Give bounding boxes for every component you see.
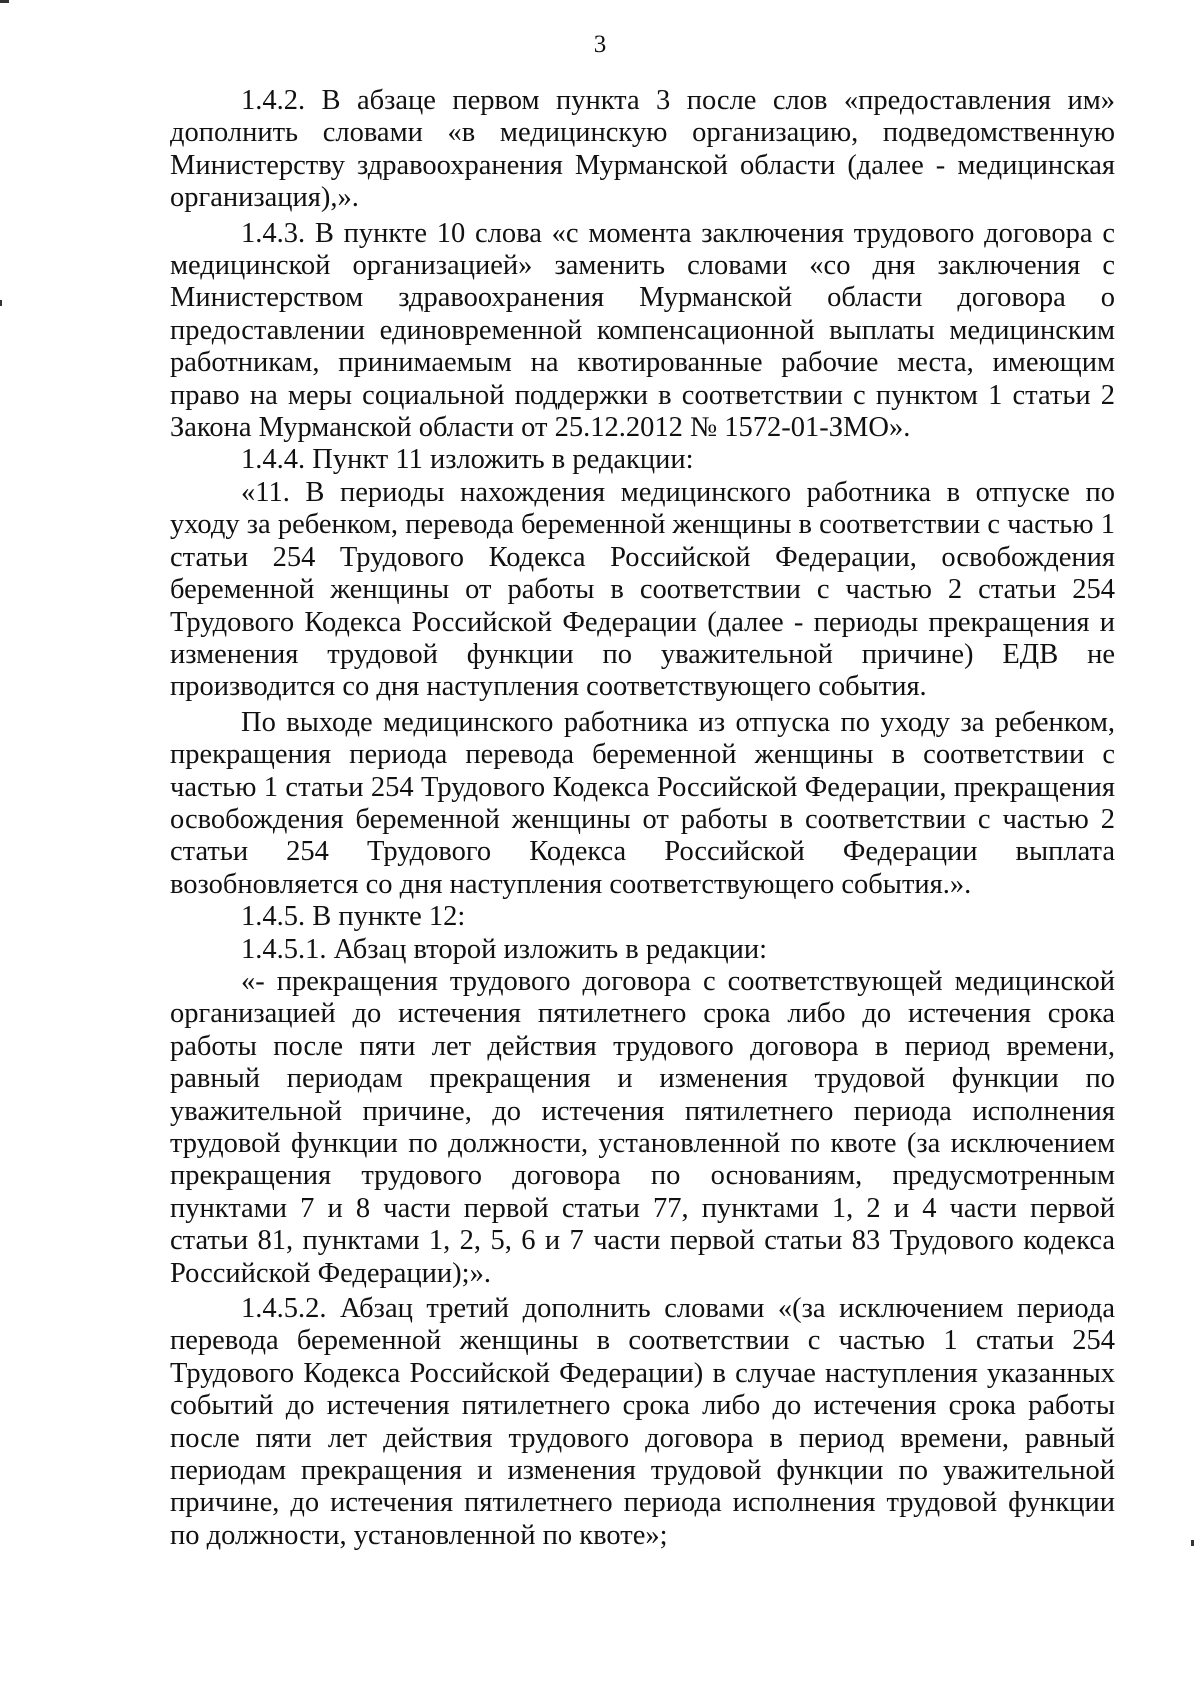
paragraph-1-4-5: 1.4.5. В пункте 12: <box>241 901 466 933</box>
paragraph-1-4-4: 1.4.4. Пункт 11 изложить в редакции: <box>241 444 694 476</box>
page-number: 3 <box>593 31 607 58</box>
document-body <box>170 85 1115 1552</box>
scan-artifact-left-edge <box>0 300 2 306</box>
scan-artifact-right-edge <box>1191 1540 1194 1546</box>
paragraph-1-4-5-1-text: «- прекращения трудового договора с соответствующей медицинской организацией до истечения пятилетнего срока либо до истечения срока работы после пяти лет действия трудового договора в период времени, равный периодам прекращения и изменения трудовой функции по уважительной причине, до истечения пятилетнего периода исполнения трудовой функции по должности, установленной по квоте (за исключением прекращения трудового договора по основаниям, предусмотренным пунктами 7 и 8 части первой статьи 77, пунктами 1, 2 и 4 части первой статьи 81, пунктами 1, 2, 5, 6 и 7 части первой статьи 83 Трудового кодекса Российской Федерации);». <box>170 965 1115 1289</box>
paragraph-1-4-5-2: 1.4.5.2. Абзац третий дополнить словами «(за исключением периода перевода беременной женщины в соответствии с частью 1 статьи 254 Трудового Кодекса Российской Федерации) в случае наступления указанных событий до истечения пятилетнего срока либо до истечения срока работы после пяти лет действия трудового договора в период времени, равный периодам прекращения и изменения трудовой функции по уважительной причине, до истечения пятилетнего периода исполнения трудовой функции по должности, установленной по квоте»; <box>170 1293 1115 1551</box>
paragraph-1-4-3: 1.4.3. В пункте 10 слова «с момента заключения трудового договора с медицинской организацией» заменить словами «со дня заключения с Министерством здравоохранения Мурманской области договора о предоставлении единовременной компенсационной выплаты медицинским работникам, принимаемым на квотированные рабочие места, имеющим право на меры социальной поддержки в соответствии с пунктом 1 статьи 2 Закона Мурманской области от 25.12.2012 № 1572-01-ЗМО». <box>170 217 1115 444</box>
scan-artifact-top-left <box>0 0 9 3</box>
paragraph-clause-11-resume: По выходе медицинского работника из отпуска по уходу за ребенком, прекращения периода перевода беременной женщины в соответствии с частью 1 статьи 254 Трудового Кодекса Российской Федерации, прекращения освобождения беременной женщины от работы в соответствии с частью 2 статьи 254 Трудового Кодекса Российской Федерации выплата возобновляется со дня наступления соответствующего события.». <box>170 706 1115 900</box>
paragraph-clause-11: «11. В периоды нахождения медицинского работника в отпуске по уходу за ребенком, перевода беременной женщины в соответствии с частью 1 статьи 254 Трудового Кодекса Российской Федерации, освобождения беременной женщины от работы в соответствии с частью 2 статьи 254 Трудового Кодекса Российской Федерации (далее - периоды прекращения и изменения трудовой функции по уважительной причине) ЕДВ не производится со дня наступления соответствующего события. <box>170 476 1115 703</box>
paragraph-1-4-5-1: 1.4.5.1. Абзац второй изложить в редакции: <box>241 933 768 965</box>
paragraph-1-4-2: 1.4.2. В абзаце первом пункта 3 после слов «предоставления им» дополнить словами «в медицинскую организацию, подведомственную Министерству здравоохранения Мурманской области (далее - медицинская организация),». <box>170 85 1115 214</box>
